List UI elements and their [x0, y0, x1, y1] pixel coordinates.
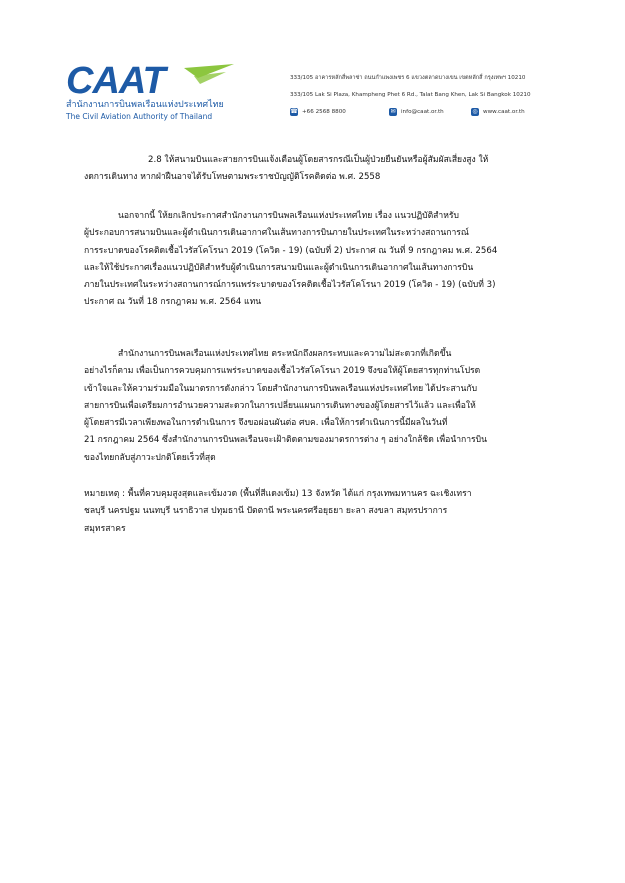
website-url: www.caat.or.th: [483, 109, 525, 115]
org-name-english: The Civil Aviation Authority of Thailand: [66, 112, 213, 121]
text-line: ประกาศ ณ วันที่ 18 กรกฎาคม พ.ศ. 2564 แทน: [84, 297, 262, 308]
text-line: นอกจากนี้ ให้ยกเลิกประกาศสำนักงานการบินพลเรือนแห่งประเทศไทย เรื่อง แนวปฏิบัติสำหรับ: [118, 211, 459, 221]
globe-icon: ◎: [472, 108, 478, 115]
text-line: 2.8 ให้สนามบินและสายการบินแจ้งเตือนผู้โดยสารกรณีเป็นผู้ป่วยยืนยันหรือผู้สัมผัสเสี่ยงสูง ให้: [148, 155, 489, 165]
caat-logo: [66, 62, 246, 124]
text-line: สำนักงานการบินพลเรือนแห่งประเทศไทย ตระหนักถึงผลกระทบและความไม่สะดวกที่เกิดขึ้น: [118, 349, 452, 359]
phone-icon: ☎: [290, 108, 298, 115]
text-line: ผู้ประกอบการสนามบินและผู้ดำเนินการเดินอากาศในเส้นทางการบินภายในประเทศในระหว่างสถานการณ์: [84, 228, 469, 239]
paragraph-item-2-8: [84, 152, 554, 187]
paragraph-revocation: [84, 208, 554, 312]
contact-email: [389, 108, 444, 116]
paragraph-statement: [84, 346, 554, 467]
text-line: ของไทยกลับสู่ภาวะปกติโดยเร็วที่สุด: [84, 452, 216, 463]
email-address: info@caat.or.th: [401, 109, 444, 115]
text-line: 21 กรกฎาคม 2564 ซึ่งสำนักงานการบินพลเรือนจะเฝ้าติดตามของมาตรการต่าง ๆ อย่างใกล้ชิด เพื่อนำการบิน: [84, 435, 487, 446]
text-line: หมายเหตุ : พื้นที่ควบคุมสูงสุดและเข้มงวด (พื้นที่สีแดงเข้ม) 13 จังหวัด ได้แก่ กรุงเทพมหานคร ฉะเชิงเทรา: [84, 489, 472, 499]
contact-phone: [290, 108, 346, 116]
logo-wordmark: CAAT: [66, 60, 165, 102]
text-line: และให้ใช้ประกาศเรื่องแนวปฏิบัติสำหรับผู้ดำเนินการสนามบินและผู้ดำเนินการเดินอากาศในเส้นทางการบิน: [84, 262, 474, 273]
paragraph-note: [84, 486, 554, 538]
mail-icon: ✉: [390, 108, 396, 115]
contact-website: [471, 108, 525, 116]
text-line: ภายในประเทศในระหว่างสถานการณ์การแพร่ระบาดของโรคติดเชื้อไวรัสโคโรนา 2019 (โควิด - 19) (ฉบับที่ 3): [84, 280, 496, 291]
text-line: ชลบุรี นครปฐม นนทบุรี นราธิวาส ปทุมธานี ปัตตานี พระนครศรีอยุธยา ยะลา สงขลา สมุทรปราการ: [84, 506, 448, 517]
org-name-thai: สำนักงานการบินพลเรือนแห่งประเทศไทย: [66, 100, 224, 110]
text-line: เข้าใจและให้ความร่วมมือในมาตรการดังกล่าว โดยสำนักงานการบินพลเรือนแห่งประเทศไทย ได้ประสานกับ: [84, 383, 478, 394]
address-english: 333/105 Lak Si Plaza, Khampheng Phet 6 Rd., Talat Bang Khen, Lak Si Bangkok 10210: [290, 92, 531, 98]
text-line: งดการเดินทาง หากฝ่าฝืนอาจได้รับโทษตามพระราชบัญญัติโรคติดต่อ พ.ศ. 2558: [84, 172, 381, 183]
text-line: ผู้โดยสารมีเวลาเพียงพอในการดำเนินการ จึงขอผ่อนผันต่อ ศบค. เพื่อให้การดำเนินการนี้มีผลในวันที่: [84, 418, 448, 429]
address-thai: 333/105 อาคารหลักสี่พลาซ่า ถนนกำแพงเพชร 6 แขวงตลาดบางเขน เขตหลักสี่ กรุงเทพฯ 10210: [290, 75, 526, 81]
text-line: สายการบินเพื่อเตรียมการอำนวยความสะดวกในการเปลี่ยนแผนการเดินทางของผู้โดยสารไว้แล้ว และเพื่อให้: [84, 400, 476, 411]
text-line: อย่างไรก็ตาม เพื่อเป็นการควบคุมการแพร่ระบาดของเชื้อไวรัสโคโรนา 2019 จึงขอให้ผู้โดยสารทุกท่านโปรด: [84, 366, 481, 377]
text-line: สมุทรสาคร: [84, 523, 126, 534]
text-line: การระบาดของโรคติดเชื้อไวรัสโคโรนา 2019 (โควิด - 19) (ฉบับที่ 2) ประกาศ ณ วันที่ 9 กรกฎาคม พ.ศ. 2564: [84, 245, 498, 256]
phone-number: +66 2568 8800: [302, 109, 346, 115]
